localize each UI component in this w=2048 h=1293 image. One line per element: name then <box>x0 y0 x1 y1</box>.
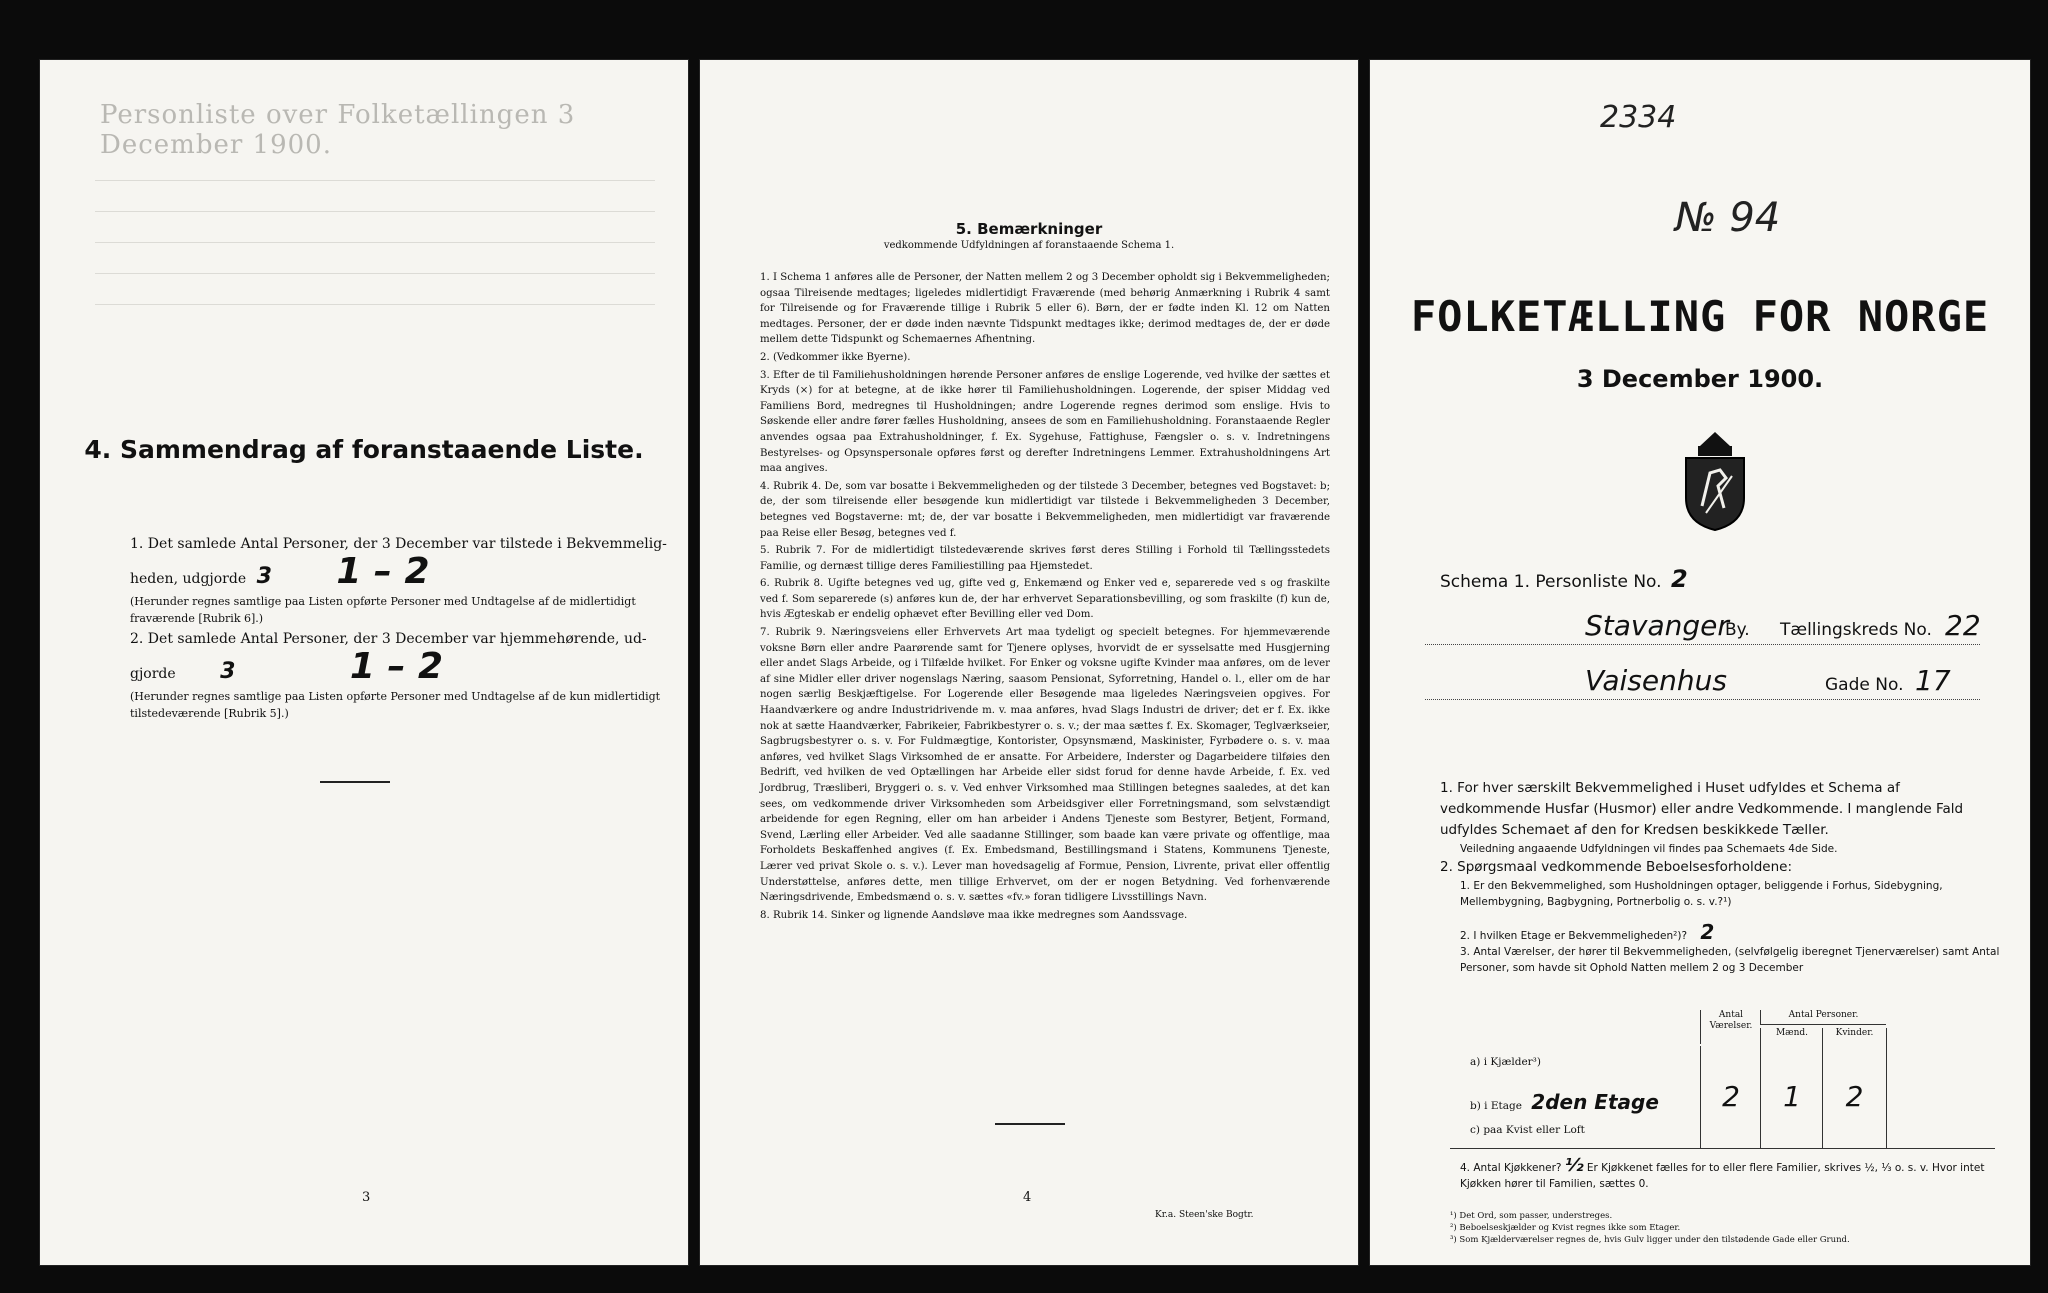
bleed-header: Personliste over Folketællingen 3 December 1900. <box>100 100 576 160</box>
row-b-label <box>1470 1090 1659 1114</box>
remark-item: 8. Rubrik 14. Sinker og lignende Aandsløve maa ikke medregnes som Aandssvage. <box>760 909 1188 921</box>
form-title: FOLKETÆLLING FOR NORGE <box>1410 292 1990 341</box>
footnote: ¹) Det Ord, som passer, understreges. <box>1450 1211 1613 1221</box>
summary-title: 4. Sammendrag af foranstaaende Liste. <box>84 435 644 464</box>
instruction-2: 2. Spørgsmaal vedkommende Beboelsesforholdene: <box>1440 859 1793 875</box>
b-women: 2 <box>1845 1080 1864 1113</box>
summary-item-2 <box>130 625 670 722</box>
question-4 <box>1440 1155 2000 1192</box>
remark-item: 1. I Schema 1 anføres alle de Personer, der Natten mellem 2 og 3 December opholdt sig i Bekvemmeligheden; ogsaa Tilreisende medtages; ligeledes midlertidigt Fraværende (med behørig Anmærkning i Rubrik 4 samt for Tilreisende og for Fraværende tillige i Rubrik 5 eller 6). Børn, der er fødte inden Kl. 12 om Natten medtages. Personer, der er døde inden nævnte Tidspunkt medtages ikke; derimod medtages de, der er døde mellem dette Tidspunkt og Schemaernes Afhentning. <box>760 272 1330 346</box>
question-2-text: 2. I hvilken Etage er Bekvemmeligheden²)? <box>1460 930 1688 942</box>
question-1: 1. Er den Bekvemmelighed, som Husholdningen optager, beliggende i Forhus, Sidebygning, Mellembygning, Bagbygning, Portnerbolig o. s. v.?¹) <box>1460 880 1943 908</box>
item2-value: 3 <box>220 659 236 684</box>
remark-item: 2. (Vedkommer ikke Byerne). <box>760 351 911 363</box>
cell <box>1760 1046 1823 1080</box>
street-value: Vaisenhus <box>1585 664 1727 697</box>
head-persons: Antal Personer. <box>1760 1010 1886 1025</box>
item1-note: (Herunder regnes samtlige paa Listen opførte Personer med Undtagelse af de midlertidigt fraværende [Rubrik 6].) <box>130 595 636 625</box>
remarks-subtitle: vedkommende Udfyldningen af foranstaaende Schema 1. <box>883 240 1175 251</box>
remark-item: 6. Rubrik 8. Ugifte betegnes ved ug, gifte ved g, Enkemænd og Enker ved e, separerede ved s og fraskilte ved f. Som separerede (s) anføres kun de, der har erhvervet Separationsbevilling, og som fraskilte (f) kun de, hvis Ægteskab er endelig ophævet efter Bevilling eller ved Dom. <box>760 578 1330 621</box>
remark-item: 7. Rubrik 9. Næringsveiens eller Erhvervets Art maa tydeligt og specielt betegnes. For hjemmeværende voksne Børn eller andre Paarørende samt for Tjenere oplyses, hvorvidt de er sysselsatte med Husgjerning eller andet Slags Arbeide, og i Tilfælde hvilket. For Enker og voksne ugifte Kvinder maa anføres, om de lever af sine Midler eller driver nogenslags Næring, saasom Pensionat, Syforretning, Handel o. l., eller om de har nogen særlig Beskjæftigelse. For Logerende eller Besøgende maa ligeledes Næringsveien opgives. For Haandværkere og andre Industridrivende m. v. maa anføres, hvad Slags Industri de driver; det er f. Ex. ikke nok at sætte Haandværker, Fabrikeier, Fabrikbestyrer o. s. v.; der maa sættes f. Ex. Skomager, Teglværkseier, Sagbrugsbestyrer o. s. v. For Fuldmægtige, Kontorister, Opsynsmænd, Maskinister, Fyrbødere o. s. v. maa anføres, ved hvilket Slags Virksomhed de er ansatte. For Arbeidere, Inderster og Dagarbeidere tilføies den Bedrift, ved hvilken de ved Optællingen har Arbeide eller sidst forud for denne havde Arbeide, f. Ex. ved Jordbrug, Træsliberi, Bryggeri o. s. v. Ved enhver Virksomhed maa Stillingen betegnes saaledes, at det kan sees, om vedkommende driver Virksomheden som Arbeidsgiver eller Forretningsmand, som selvstændigt arbeidende for egen Regning, eller om han arbeider i Andens Tjeneste som Bestyrer, Betjent, Formand, Svend, Lærling eller Arbeider. Ved alle saadanne Stillinger, som baade kan være private og offentlige, maa Forholdets Beskaffenhed angives (f. Ex. Embedsmand, Bestillingsmand i Statens, Kommunens Tjeneste, Lærer ved privat Skole o. s. v.). Lever man hovedsagelig af Formue, Pension, Livrente, privat eller offentlig Understøttelse, anføres dette, men tillige Erhvervet, om der er nogen Betydning. Ved forhenværende Næringsdrivende, Embedsmænd o. s. v. sættes «fv.» foran tidligere Livsstillings Navn. <box>760 627 1330 904</box>
question-3: 3. Antal Værelser, der hører til Bekvemmeligheden, (selvfølgelig iberegnet Tjenerværelser) samt Antal Personer, som havde sit Ophold Natten mellem 2 og 3 December <box>1460 946 2000 974</box>
row-c-label: c) paa Kvist eller Loft <box>1470 1124 1585 1136</box>
middle-page <box>700 60 1358 1265</box>
divider-rule <box>995 1123 1065 1125</box>
item1-line <box>130 551 670 593</box>
remarks-list <box>760 270 1330 925</box>
item1-handwritten: 1 – 2 <box>336 551 430 592</box>
cell <box>1822 1114 1887 1148</box>
remark-item: 4. Rubrik 4. De, som var bosatte i Bekvemmeligheden og der tilstede 3 December, betegnes ved Bogstavet: b; de, der som tilreisende eller besøgende kun midlertidigt var tilstede i Bekvemmeligheden 3 December, betegnes ved Bogstaverne: mt; de, der var bosatte i Bekvemmeligheden, men midlertidigt var fraværende paa Reise eller Besøg, betegnes ved f. <box>760 480 1330 539</box>
coat-of-arms-icon <box>1680 428 1750 533</box>
row-b-text: b) i Etage <box>1470 1100 1522 1112</box>
item2-handwritten: 1 – 2 <box>349 646 444 687</box>
page-number-middle: 4 <box>1023 1190 1032 1205</box>
question-4-rest: Er Kjøkkenet fælles for to eller flere Familier, skrives ½, ⅓ o. s. v. Hvor intet Kjøkken hører til Familien, sættes 0. <box>1460 1162 1985 1190</box>
item1-text-a: 1. Det samlede Antal Personer, der 3 December var tilstede i Bekvemmelig- <box>130 536 667 552</box>
item2-text-a: 2. Det samlede Antal Personer, der 3 December var hjemmehørende, ud- <box>130 631 647 647</box>
question-2 <box>1440 920 2000 944</box>
b-women-cell <box>1822 1080 1887 1114</box>
b-rooms: 2 <box>1722 1080 1740 1113</box>
head-rooms: Antal Værelser. <box>1700 1010 1761 1044</box>
right-page <box>1370 60 2030 1265</box>
city-label: By. <box>1725 620 1750 640</box>
schema-line <box>1440 565 1688 593</box>
head-women: Kvinder. <box>1822 1028 1887 1046</box>
question-4-line <box>1440 1155 2000 1192</box>
street-label: Gade No. <box>1825 675 1904 695</box>
table-row <box>1450 1080 1995 1114</box>
footnotes <box>1450 1210 1990 1246</box>
item2-text-b: gjorde <box>130 666 176 682</box>
row-a-label: a) i Kjælder³) <box>1470 1056 1541 1068</box>
question-2-value: 2 <box>1700 920 1715 944</box>
remark-item: 3. Efter de til Familiehusholdningen hørende Personer anføres de enslige Logerende, ved hvilke der sættes et Kryds (×) for at betegne, at de ikke hører til Familiehusholdningen. Logerende, der spiser Middag ved Familiens Bord, medregnes til Husholdningen; andre Logerende regnes derimod som enslige. Hvis to Søskende eller andre fører fælles Husholdning, ansees de som en Familiehusholdning. Foranstaaende Regler anvendes ogsaa paa Extrahusholdninger, f. Ex. Sygehuse, Fattighuse, Fængsler o. s. v. Indretningens Bestyrelses- og Opsynspersonale opføres først og derefter Indretningens Lemmer. Extrahusholdningens Art maa angives. <box>760 369 1330 475</box>
question-4-text: 4. Antal Kjøkkener? <box>1460 1162 1562 1174</box>
divider-rule <box>320 781 390 783</box>
instructions <box>1440 778 2000 976</box>
faint-table-lines <box>95 150 655 335</box>
head-men: Mænd. <box>1760 1028 1823 1046</box>
district-value: 22 <box>1945 609 1981 642</box>
street-field <box>1425 665 1980 700</box>
page-number-left: 3 <box>362 1190 371 1205</box>
cell <box>1700 1046 1761 1080</box>
table-header <box>1450 1010 1995 1046</box>
footnote: ³) Som Kjælderværelser regnes de, hvis Gulv ligger under den tilstødende Gade eller Grund. <box>1450 1235 1850 1245</box>
table-row <box>1450 1046 1995 1080</box>
left-page <box>40 60 688 1265</box>
cell <box>1760 1114 1823 1148</box>
b-rooms-cell <box>1700 1080 1761 1114</box>
item1-text-b: heden, udgjorde <box>130 571 247 587</box>
printer-imprint: Kr.a. Steen'ske Bogtr. <box>1155 1210 1254 1220</box>
b-men: 1 <box>1783 1080 1801 1113</box>
cell <box>1700 1114 1761 1148</box>
table-row <box>1450 1114 1995 1149</box>
remark-item: 5. Rubrik 7. For de midlertidigt tilstedeværende skrives først deres Stilling i Forhold til Tællingsstedets Familie, og dernæst tillige deres Familiestilling paa Hjemstedet. <box>760 545 1330 572</box>
instruction-1: 1. For hver særskilt Bekvemmelighed i Huset udfyldes et Schema af vedkommende Husfar (Husmor) eller andre Vedkommende. I manglende Fald udfyldes Schemaet af den for Kredsen beskikkede Tæller. <box>1440 780 1964 838</box>
instruction-1-note: Veiledning angaaende Udfyldningen vil findes paa Schemaets 4de Side. <box>1460 843 1838 855</box>
rooms-table <box>1450 1010 1995 1149</box>
handwritten-ref: № 94 <box>1675 195 1781 241</box>
schema-value: 2 <box>1670 565 1688 593</box>
city-value: Stavanger <box>1585 609 1729 642</box>
question-4-value: ½ <box>1564 1155 1584 1176</box>
item1-value: 3 <box>256 564 272 589</box>
b-men-cell <box>1760 1080 1823 1114</box>
summary-item-1 <box>130 530 670 627</box>
footnote: ²) Beboelseskjælder og Kvist regnes ikke som Etager. <box>1450 1223 1681 1233</box>
city-field <box>1425 610 1980 645</box>
district-label: Tællingskreds No. <box>1780 620 1932 640</box>
item2-line <box>130 646 670 688</box>
schema-label: Schema 1. Personliste No. <box>1440 572 1662 592</box>
remarks-title: 5. Bemærkninger <box>955 220 1103 238</box>
item2-note: (Herunder regnes samtlige paa Listen opførte Personer med Undtagelse af de kun midlertidigt tilstedeværende [Rubrik 5].) <box>130 690 661 720</box>
street-number: 17 <box>1915 664 1951 697</box>
form-date: 3 December 1900. <box>1576 365 1824 393</box>
pencil-number: 2334 <box>1600 100 1677 135</box>
row-b-handwritten: 2den Etage <box>1531 1090 1659 1114</box>
cell <box>1822 1046 1887 1080</box>
